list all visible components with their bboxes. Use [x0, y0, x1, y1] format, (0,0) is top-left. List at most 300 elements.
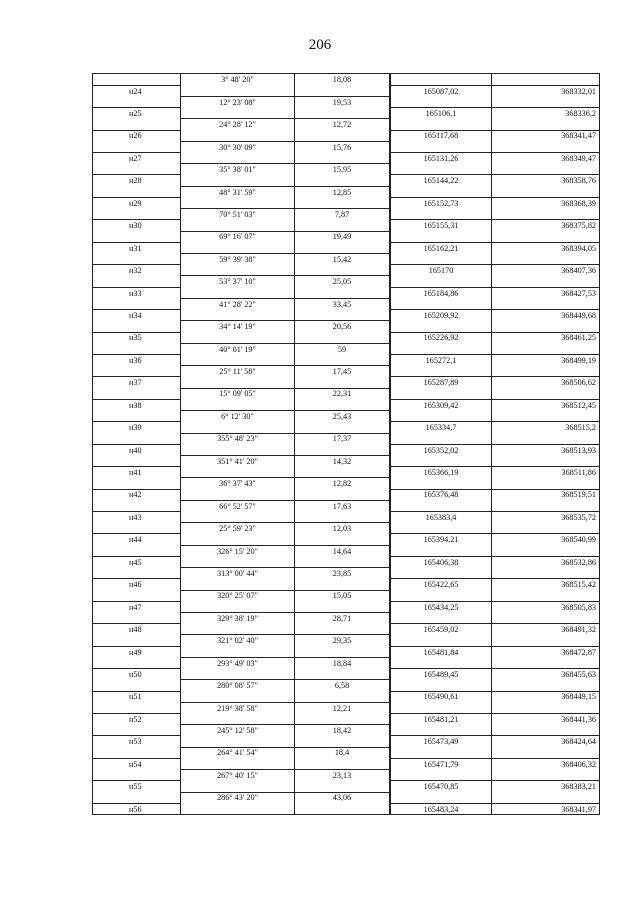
- x-cell: [390, 702, 492, 713]
- segment-row: [93, 321, 600, 332]
- angle-cell: [181, 242, 295, 253]
- angle-cell: 329° 38' 19": [181, 613, 295, 624]
- x-cell: 165170: [390, 265, 492, 276]
- x-cell: [390, 657, 492, 668]
- x-cell: 165309,42: [390, 399, 492, 410]
- point-cell: н25: [93, 108, 181, 119]
- length-cell: 59: [295, 343, 391, 354]
- x-cell: 165209,92: [390, 310, 492, 321]
- y-cell: [492, 455, 600, 466]
- y-cell: 368540,99: [492, 534, 600, 545]
- angle-cell: [181, 175, 295, 186]
- angle-cell: [181, 556, 295, 567]
- angle-cell: 48° 31' 59": [181, 186, 295, 197]
- x-cell: [390, 523, 492, 534]
- point-cell: [93, 725, 181, 736]
- length-cell: 43,06: [295, 792, 391, 803]
- angle-cell: [181, 399, 295, 410]
- point-cell: [93, 455, 181, 466]
- segment-row: [93, 702, 600, 713]
- point-cell: н34: [93, 310, 181, 321]
- angle-cell: [181, 467, 295, 478]
- point-cell: н40: [93, 444, 181, 455]
- point-cell: н54: [93, 758, 181, 769]
- y-cell: [492, 276, 600, 287]
- length-cell: 22,31: [295, 388, 391, 399]
- length-cell: [295, 175, 391, 186]
- x-cell: [390, 455, 492, 466]
- point-cell: н28: [93, 175, 181, 186]
- y-cell: 368406,32: [492, 758, 600, 769]
- x-cell: [390, 747, 492, 758]
- x-cell: [390, 568, 492, 579]
- segment-row: [93, 590, 600, 601]
- length-cell: 23,85: [295, 568, 391, 579]
- angle-cell: 280° 08' 57": [181, 680, 295, 691]
- y-cell: 368449,68: [492, 310, 600, 321]
- x-cell: [390, 478, 492, 489]
- point-cell: [93, 545, 181, 556]
- angle-cell: 321° 02' 40": [181, 635, 295, 646]
- length-cell: [295, 197, 391, 208]
- angle-cell: 69° 16' 07": [181, 231, 295, 242]
- angle-cell: 355° 48' 23": [181, 433, 295, 444]
- point-cell: н31: [93, 242, 181, 253]
- y-cell: 368532,86: [492, 556, 600, 567]
- point-row: [93, 624, 600, 635]
- x-cell: [390, 209, 492, 220]
- length-cell: 18,42: [295, 725, 391, 736]
- angle-cell: 219° 38' 58": [181, 702, 295, 713]
- x-cell: [390, 366, 492, 377]
- point-cell: [93, 411, 181, 422]
- y-cell: 368383,21: [492, 781, 600, 792]
- length-cell: [295, 691, 391, 702]
- segment-row: [93, 433, 600, 444]
- y-cell: 368358,76: [492, 175, 600, 186]
- y-cell: [492, 545, 600, 556]
- point-cell: н42: [93, 489, 181, 500]
- point-cell: н39: [93, 422, 181, 433]
- angle-cell: 66° 52' 57": [181, 500, 295, 511]
- point-row: [93, 108, 600, 119]
- angle-cell: 59° 39' 38": [181, 254, 295, 265]
- y-cell: [492, 321, 600, 332]
- y-cell: [492, 478, 600, 489]
- point-cell: [93, 321, 181, 332]
- segment-row: [93, 388, 600, 399]
- point-cell: [93, 433, 181, 444]
- x-cell: 165087,02: [390, 85, 492, 96]
- length-cell: [295, 534, 391, 545]
- point-cell: [93, 792, 181, 803]
- y-cell: 368515,2: [492, 422, 600, 433]
- angle-cell: 313° 00' 44": [181, 568, 295, 579]
- y-cell: 368455,63: [492, 669, 600, 680]
- angle-cell: 25° 11' 58": [181, 366, 295, 377]
- point-row: [93, 534, 600, 545]
- x-cell: [390, 186, 492, 197]
- segment-row: [93, 657, 600, 668]
- point-cell: н36: [93, 354, 181, 365]
- length-cell: [295, 489, 391, 500]
- length-cell: [295, 310, 391, 321]
- coordinates-table: [92, 73, 600, 815]
- length-cell: [295, 130, 391, 141]
- angle-cell: [181, 803, 295, 815]
- x-cell: [390, 635, 492, 646]
- point-row: [93, 399, 600, 410]
- y-cell: [492, 74, 600, 86]
- length-cell: 18,4: [295, 747, 391, 758]
- y-cell: [492, 96, 600, 107]
- point-row: [93, 444, 600, 455]
- angle-cell: [181, 310, 295, 321]
- x-cell: 165162,21: [390, 242, 492, 253]
- angle-cell: [181, 377, 295, 388]
- y-cell: [492, 366, 600, 377]
- point-row: [93, 691, 600, 702]
- length-cell: [295, 422, 391, 433]
- point-cell: [93, 747, 181, 758]
- length-cell: [295, 377, 391, 388]
- x-cell: 165366,19: [390, 467, 492, 478]
- point-row: [93, 467, 600, 478]
- y-cell: 368515,42: [492, 579, 600, 590]
- x-cell: [390, 500, 492, 511]
- point-cell: н27: [93, 153, 181, 164]
- point-row: [93, 265, 600, 276]
- length-cell: [295, 399, 391, 410]
- angle-cell: 25° 59' 23": [181, 523, 295, 534]
- x-cell: 165459,02: [390, 624, 492, 635]
- length-cell: 33,45: [295, 298, 391, 309]
- point-cell: н49: [93, 646, 181, 657]
- angle-cell: 286° 43' 20": [181, 792, 295, 803]
- length-cell: 17,63: [295, 500, 391, 511]
- point-cell: н52: [93, 713, 181, 724]
- x-cell: 165481,84: [390, 646, 492, 657]
- length-cell: [295, 332, 391, 343]
- point-cell: [93, 276, 181, 287]
- x-cell: [390, 254, 492, 265]
- angle-cell: 53° 37' 10": [181, 276, 295, 287]
- angle-cell: [181, 265, 295, 276]
- angle-cell: 6° 12' 30": [181, 411, 295, 422]
- point-cell: н48: [93, 624, 181, 635]
- point-row: [93, 220, 600, 231]
- point-row: [93, 803, 600, 815]
- x-cell: [390, 74, 492, 86]
- angle-cell: 36° 37' 43": [181, 478, 295, 489]
- y-cell: 368511,86: [492, 467, 600, 478]
- x-cell: [390, 231, 492, 242]
- length-cell: [295, 444, 391, 455]
- y-cell: [492, 343, 600, 354]
- x-cell: 165473,49: [390, 736, 492, 747]
- x-cell: 165117,68: [390, 130, 492, 141]
- length-cell: 15,05: [295, 590, 391, 601]
- point-cell: [93, 231, 181, 242]
- length-cell: [295, 556, 391, 567]
- length-cell: 12,21: [295, 702, 391, 713]
- point-cell: [93, 680, 181, 691]
- length-cell: 19,53: [295, 96, 391, 107]
- coordinates-table-body: [93, 74, 600, 815]
- y-cell: [492, 186, 600, 197]
- x-cell: 165481,21: [390, 713, 492, 724]
- length-cell: [295, 579, 391, 590]
- y-cell: [492, 388, 600, 399]
- segment-row: [93, 635, 600, 646]
- y-cell: 368491,32: [492, 624, 600, 635]
- length-cell: 15,76: [295, 141, 391, 152]
- angle-cell: [181, 197, 295, 208]
- segment-row: [93, 792, 600, 803]
- angle-cell: [181, 130, 295, 141]
- y-cell: 368424,64: [492, 736, 600, 747]
- x-cell: [390, 276, 492, 287]
- point-row: [93, 758, 600, 769]
- angle-cell: [181, 422, 295, 433]
- angle-cell: [181, 512, 295, 523]
- angle-cell: 70° 51' 03": [181, 209, 295, 220]
- segment-row: [93, 298, 600, 309]
- point-row: [93, 130, 600, 141]
- point-row: [93, 153, 600, 164]
- y-cell: [492, 792, 600, 803]
- x-cell: [390, 164, 492, 175]
- point-cell: [93, 164, 181, 175]
- x-cell: [390, 433, 492, 444]
- y-cell: [492, 433, 600, 444]
- length-cell: [295, 624, 391, 635]
- point-row: [93, 332, 600, 343]
- x-cell: 165406,38: [390, 556, 492, 567]
- x-cell: [390, 298, 492, 309]
- y-cell: 368341,47: [492, 130, 600, 141]
- point-row: [93, 354, 600, 365]
- length-cell: [295, 736, 391, 747]
- length-cell: 29,35: [295, 635, 391, 646]
- length-cell: [295, 287, 391, 298]
- angle-cell: 30° 30' 09": [181, 141, 295, 152]
- point-cell: н55: [93, 781, 181, 792]
- length-cell: 14,64: [295, 545, 391, 556]
- angle-cell: 264° 41' 54": [181, 747, 295, 758]
- y-cell: 368512,45: [492, 399, 600, 410]
- angle-cell: 12° 23' 08": [181, 96, 295, 107]
- x-cell: [390, 545, 492, 556]
- point-cell: [93, 568, 181, 579]
- y-cell: 368513,93: [492, 444, 600, 455]
- y-cell: 368336,2: [492, 108, 600, 119]
- length-cell: 14,32: [295, 455, 391, 466]
- length-cell: 12,03: [295, 523, 391, 534]
- angle-cell: 3° 48' 20": [181, 74, 295, 86]
- point-cell: [93, 96, 181, 107]
- angle-cell: [181, 354, 295, 365]
- point-cell: [93, 635, 181, 646]
- segment-row: [93, 164, 600, 175]
- point-row: [93, 556, 600, 567]
- point-row: [93, 85, 600, 96]
- point-cell: [93, 254, 181, 265]
- length-cell: 17,37: [295, 433, 391, 444]
- segment-row: [93, 231, 600, 242]
- point-cell: н41: [93, 467, 181, 478]
- x-cell: [390, 141, 492, 152]
- y-cell: [492, 725, 600, 736]
- point-cell: н50: [93, 669, 181, 680]
- length-cell: [295, 646, 391, 657]
- angle-cell: [181, 669, 295, 680]
- x-cell: 165152,73: [390, 197, 492, 208]
- angle-cell: [181, 624, 295, 635]
- segment-row: [93, 747, 600, 758]
- x-cell: [390, 725, 492, 736]
- y-cell: [492, 747, 600, 758]
- point-cell: н51: [93, 691, 181, 702]
- angle-cell: [181, 579, 295, 590]
- y-cell: [492, 209, 600, 220]
- x-cell: [390, 590, 492, 601]
- length-cell: [295, 153, 391, 164]
- x-cell: [390, 388, 492, 399]
- point-cell: [93, 613, 181, 624]
- angle-cell: 24° 28' 12": [181, 119, 295, 130]
- segment-row: [93, 455, 600, 466]
- length-cell: 18,84: [295, 657, 391, 668]
- point-cell: н29: [93, 197, 181, 208]
- length-cell: [295, 108, 391, 119]
- point-row: [93, 669, 600, 680]
- point-row: [93, 422, 600, 433]
- x-cell: 165434,25: [390, 601, 492, 612]
- angle-cell: [181, 153, 295, 164]
- length-cell: [295, 669, 391, 680]
- y-cell: 368449,15: [492, 691, 600, 702]
- point-row: [93, 377, 600, 388]
- angle-cell: [181, 691, 295, 702]
- y-cell: [492, 635, 600, 646]
- point-cell: [93, 500, 181, 511]
- y-cell: 368332,01: [492, 85, 600, 96]
- angle-cell: 293° 49' 03": [181, 657, 295, 668]
- point-cell: н30: [93, 220, 181, 231]
- length-cell: 15,42: [295, 254, 391, 265]
- point-cell: н43: [93, 512, 181, 523]
- x-cell: 165490,61: [390, 691, 492, 702]
- point-cell: н35: [93, 332, 181, 343]
- y-cell: [492, 680, 600, 691]
- y-cell: [492, 411, 600, 422]
- angle-cell: 326° 15' 20": [181, 545, 295, 556]
- x-cell: 165422,65: [390, 579, 492, 590]
- length-cell: 12,82: [295, 478, 391, 489]
- point-row: [93, 197, 600, 208]
- angle-cell: 267° 40' 15": [181, 770, 295, 781]
- segment-row: [93, 770, 600, 781]
- segment-row: [93, 96, 600, 107]
- x-cell: 165334,7: [390, 422, 492, 433]
- length-cell: 28,71: [295, 613, 391, 624]
- point-cell: [93, 478, 181, 489]
- point-cell: [93, 590, 181, 601]
- y-cell: 368407,36: [492, 265, 600, 276]
- length-cell: [295, 713, 391, 724]
- angle-cell: [181, 287, 295, 298]
- segment-row: [93, 276, 600, 287]
- y-cell: 368441,36: [492, 713, 600, 724]
- length-cell: 7,87: [295, 209, 391, 220]
- point-cell: [93, 388, 181, 399]
- length-cell: [295, 354, 391, 365]
- y-cell: 368506,62: [492, 377, 600, 388]
- angle-cell: [181, 489, 295, 500]
- x-cell: [390, 119, 492, 130]
- y-cell: [492, 657, 600, 668]
- x-cell: [390, 96, 492, 107]
- point-cell: н32: [93, 265, 181, 276]
- segment-row: [93, 186, 600, 197]
- length-cell: 19,49: [295, 231, 391, 242]
- point-cell: [93, 657, 181, 668]
- length-cell: [295, 512, 391, 523]
- segment-row: [93, 366, 600, 377]
- angle-cell: 40° 01' 19": [181, 343, 295, 354]
- point-cell: [93, 343, 181, 354]
- point-cell: н38: [93, 399, 181, 410]
- angle-cell: 320° 25' 07": [181, 590, 295, 601]
- x-cell: 165376,48: [390, 489, 492, 500]
- y-cell: 368519,51: [492, 489, 600, 500]
- point-cell: н37: [93, 377, 181, 388]
- point-row: [93, 287, 600, 298]
- y-cell: [492, 119, 600, 130]
- angle-cell: 41° 28' 22": [181, 298, 295, 309]
- segment-row: [93, 478, 600, 489]
- x-cell: 165470,85: [390, 781, 492, 792]
- point-cell: н53: [93, 736, 181, 747]
- point-cell: н47: [93, 601, 181, 612]
- point-cell: н45: [93, 556, 181, 567]
- point-cell: [93, 770, 181, 781]
- y-cell: [492, 254, 600, 265]
- length-cell: 20,56: [295, 321, 391, 332]
- point-row: [93, 579, 600, 590]
- x-cell: 165489,45: [390, 669, 492, 680]
- y-cell: 368341,97: [492, 803, 600, 815]
- point-row: [93, 242, 600, 253]
- x-cell: [390, 770, 492, 781]
- point-cell: н33: [93, 287, 181, 298]
- point-cell: н26: [93, 130, 181, 141]
- angle-cell: 35° 38' 01": [181, 164, 295, 175]
- x-cell: [390, 343, 492, 354]
- segment-row: [93, 343, 600, 354]
- angle-cell: [181, 220, 295, 231]
- x-cell: [390, 680, 492, 691]
- length-cell: [295, 220, 391, 231]
- segment-row: [93, 74, 600, 86]
- segment-row: [93, 545, 600, 556]
- length-cell: 17,45: [295, 366, 391, 377]
- x-cell: 165144,22: [390, 175, 492, 186]
- angle-cell: 351° 41' 20": [181, 455, 295, 466]
- angle-cell: [181, 601, 295, 612]
- y-cell: [492, 298, 600, 309]
